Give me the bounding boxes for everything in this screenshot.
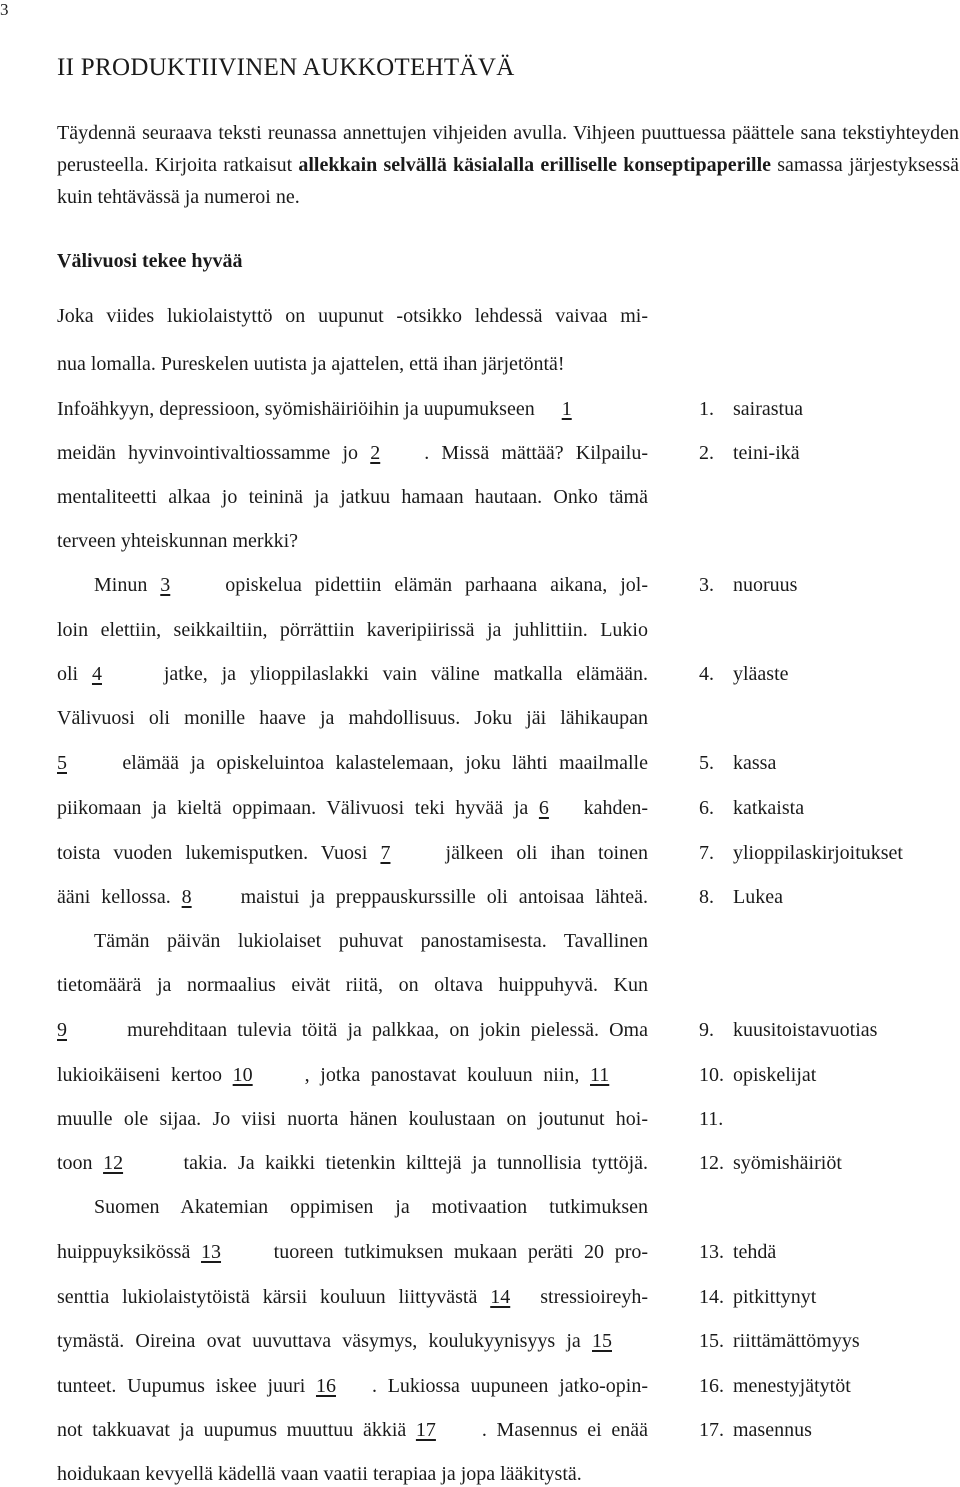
text-line	[57, 1239, 648, 1265]
hint-number: 14.	[699, 1286, 724, 1308]
text-line	[57, 1373, 648, 1399]
hint-word: Lukea	[733, 886, 783, 908]
line-text: not takkuavat ja uupumus muuttuu äkkiä	[57, 1419, 416, 1441]
line-text: takia. Ja kaikki tietenkin kilttejä ja tunnollisia tyttöjä.	[173, 1152, 649, 1174]
gap-blank: 11	[590, 1064, 610, 1086]
section-heading: II PRODUKTIIVINEN AUKKOTEHTÄVÄ	[57, 54, 515, 81]
line-text: senttia lukiolaistytöistä kärsii kouluun liittyvästä	[57, 1286, 491, 1308]
instructions-text: Täydennä seuraava teksti reunassa annettujen vihjeiden avulla. Vihjeen puuttuessa päättele sana tekstiyhteyden perusteella. Kirjoita ratkaisut	[57, 122, 959, 176]
line-text: Suomen Akatemian oppimisen ja motivaation tutkimuksen	[94, 1196, 648, 1218]
text-line	[57, 303, 648, 329]
hint-number: 11.	[699, 1108, 724, 1130]
gap-blank: 17	[415, 1419, 436, 1441]
gap-blank: 4	[91, 663, 102, 685]
line-text: opiskelua pidettiin elämän parhaana aikana, jol-	[212, 574, 648, 596]
gap-blank: 8	[181, 886, 192, 908]
hint-item	[699, 1284, 816, 1310]
gap-blank: 1	[561, 398, 572, 420]
gap-blank: 10	[232, 1064, 253, 1086]
line-text: tunteet. Uupumus iskee juuri	[57, 1375, 316, 1397]
hint-number: 5.	[699, 752, 714, 774]
text-line	[57, 750, 648, 776]
text-line	[57, 1106, 648, 1132]
hint-item	[699, 661, 789, 687]
gap-blank: 6	[538, 797, 549, 819]
line-text: murehditaan tulevia töitä ja palkkaa, on jokin pielessä. Oma	[117, 1019, 648, 1041]
gap-blank: 12	[103, 1152, 124, 1174]
hint-number: 7.	[699, 842, 714, 864]
hint-number: 12.	[699, 1152, 724, 1174]
text-line	[57, 972, 648, 998]
hint-item	[699, 1373, 851, 1399]
hint-word: riittämättömyys	[733, 1330, 860, 1352]
hint-word: nuoruus	[733, 574, 798, 596]
line-text: oli	[57, 663, 92, 685]
hint-item	[699, 440, 800, 466]
text-line	[57, 795, 648, 821]
text-line	[57, 1284, 648, 1310]
hint-item	[699, 1328, 860, 1354]
line-text: piikomaan ja kieltä oppimaan. Välivuosi teki hyvää ja	[57, 797, 539, 819]
line-text: Tämän päivän lukiolaiset puhuvat panostamisesta. Tavallinen	[94, 930, 648, 952]
text-line	[57, 661, 648, 687]
line-text: . Lukiossa uupuneen jatko-opin-	[371, 1375, 648, 1397]
text-line	[94, 1194, 648, 1220]
line-text: kahden-	[572, 797, 648, 819]
hint-word: tehdä	[733, 1241, 777, 1263]
page-number: 3	[0, 0, 9, 19]
hint-item	[699, 1017, 877, 1043]
line-text: toon	[57, 1152, 104, 1174]
hint-item	[699, 840, 903, 866]
line-text: jälkeen oli ihan toinen	[432, 842, 648, 864]
text-line	[57, 1150, 648, 1176]
instructions-text-end: samassa järjestyksessä kuin tehtävässä ja numeroi ne.	[57, 154, 959, 208]
line-text: Infoähkyyn, depressioon, syömishäiriöihin ja uupumukseen	[57, 398, 540, 420]
text-line	[57, 440, 648, 466]
line-text: loin elettiin, seikkailtiin, pörrättiin kaveripiirissä ja juhlittiin. Lukio	[57, 619, 648, 641]
text-line	[94, 928, 648, 954]
hint-word: kuusitoistavuotias	[733, 1019, 878, 1041]
hint-item	[699, 1150, 842, 1176]
text-line	[57, 528, 648, 554]
text-line	[57, 396, 648, 422]
line-text: . Missä mättää? Kilpailu-	[424, 442, 648, 464]
hint-item	[699, 750, 776, 776]
hint-word: yläaste	[733, 663, 789, 685]
hint-number: 16.	[699, 1375, 724, 1397]
text-line	[94, 572, 648, 598]
hint-word: syömishäiriöt	[733, 1152, 842, 1174]
hint-word: ylioppilaskirjoitukset	[733, 842, 903, 864]
line-text: elämää ja opiskeluintoa kalastelemaan, joku lähti maailmalle	[111, 752, 648, 774]
article-title: Välivuosi tekee hyvää	[57, 250, 243, 272]
hint-word: pitkittynyt	[733, 1286, 817, 1308]
hint-word: kassa	[733, 752, 777, 774]
instructions	[57, 117, 959, 213]
hint-number: 6.	[699, 797, 714, 819]
hint-item	[699, 884, 783, 910]
hint-item	[699, 795, 804, 821]
gap-blank: 13	[201, 1241, 222, 1263]
line-text: meidän hyvinvointivaltiossamme jo	[57, 442, 371, 464]
line-text: nua lomalla. Pureskelen uutista ja ajattelen, että ihan järjetöntä!	[57, 353, 565, 375]
gap-blank: 5	[57, 752, 67, 774]
line-text: stressioireyh-	[540, 1286, 648, 1308]
text-line	[57, 1328, 648, 1354]
text-line	[57, 840, 648, 866]
line-text: tuoreen tutkimuksen mukaan peräti 20 pro-	[263, 1241, 649, 1263]
hint-word: katkaista	[733, 797, 805, 819]
line-text: maistui ja preppauskurssille oli antoisaa lähteä.	[229, 886, 648, 908]
line-text: tietomäärä ja normaalius eivät riitä, on oltava huippuhyvä. Kun	[57, 974, 648, 996]
text-line	[57, 484, 648, 510]
instructions-emphasis: allekkain selvällä käsialalla erilliselle konseptipaperille	[298, 154, 772, 176]
line-text: lukioikäiseni kertoo	[57, 1064, 233, 1086]
text-line	[57, 1062, 648, 1088]
hint-item	[699, 1062, 816, 1088]
text-line	[57, 1017, 648, 1043]
gap-blank: 9	[57, 1019, 67, 1041]
gap-blank: 15	[592, 1330, 612, 1352]
text-line	[57, 1417, 648, 1443]
line-text: toista vuoden lukemisputken. Vuosi	[57, 842, 381, 864]
gap-blank: 7	[380, 842, 391, 864]
hint-item	[699, 396, 803, 422]
text-line	[57, 351, 648, 377]
line-text: Minun	[94, 574, 161, 596]
line-text: terveen yhteiskunnan merkki?	[57, 530, 299, 552]
hint-item	[699, 1239, 776, 1265]
hint-number: 15.	[699, 1330, 724, 1352]
hint-number: 2.	[699, 442, 714, 464]
line-text: tymästä. Oireina ovat uuvuttava väsymys, koulukyynisyys ja	[57, 1330, 592, 1352]
line-text: huippuyksikössä	[57, 1241, 202, 1263]
line-text: ääni kellossa.	[57, 886, 182, 908]
gap-blank: 2	[370, 442, 381, 464]
hint-item	[699, 1106, 733, 1132]
line-text: mentaliteetti alkaa jo teininä ja jatkuu hamaan hautaan. Onko tämä	[57, 486, 648, 508]
text-line	[57, 617, 648, 643]
line-text: Joka viides lukiolaistyttö on uupunut -otsikko lehdessä vaivaa mi-	[57, 305, 648, 327]
line-text: . Masennus ei enää	[481, 1419, 648, 1441]
line-text: hoidukaan kevyellä kädellä vaan vaatii terapiaa ja jopa lääkitystä.	[57, 1463, 582, 1485]
hint-number: 9.	[699, 1019, 714, 1041]
hint-word: opiskelijat	[733, 1064, 817, 1086]
line-text: muulle ole sijaa. Jo viisi nuorta hänen koulustaan on joutunut hoi-	[57, 1108, 648, 1130]
gap-blank: 16	[315, 1375, 336, 1397]
gap-blank: 14	[490, 1286, 511, 1308]
hint-number: 3.	[699, 574, 714, 596]
text-line	[57, 884, 648, 910]
gap-blank: 3	[160, 574, 171, 596]
hint-number: 10.	[699, 1064, 724, 1086]
hint-word: teini-ikä	[733, 442, 800, 464]
hint-number: 4.	[699, 663, 714, 685]
hint-item	[699, 1417, 812, 1443]
line-text: , jotka panostavat kouluun niin,	[304, 1064, 590, 1086]
line-text: jatke, ja ylioppilaslakki vain väline matkalla elämään.	[149, 663, 648, 685]
hint-item	[699, 572, 797, 598]
hint-number: 1.	[699, 398, 714, 420]
hint-number: 17.	[699, 1419, 724, 1441]
hint-number: 8.	[699, 886, 714, 908]
text-line	[57, 1461, 648, 1487]
hint-word: masennus	[733, 1419, 812, 1441]
hint-word: sairastua	[733, 398, 803, 420]
text-line	[57, 705, 648, 731]
hint-word: menestyjätytöt	[733, 1375, 851, 1397]
hint-number: 13.	[699, 1241, 724, 1263]
line-text: Välivuosi oli monille haave ja mahdollisuus. Joku jäi lähikaupan	[57, 707, 648, 729]
